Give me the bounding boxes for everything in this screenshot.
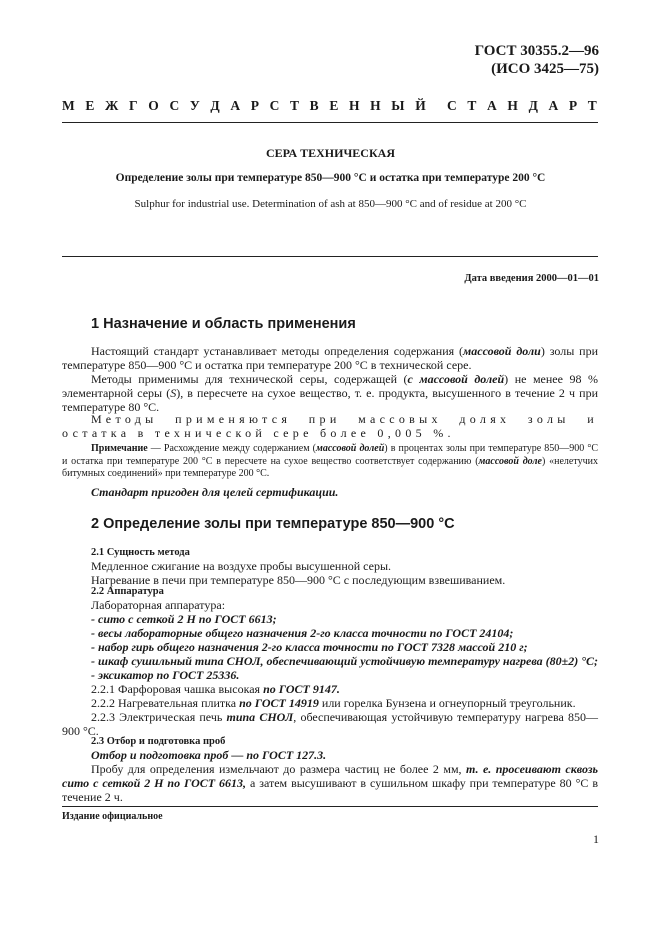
note: Примечание — Расхождение между содержанием (массовой долей) в процентах золы при температуре 850—900 °С и остатка при температуре 200 °С в пересчете на сухое вещество соответствует содержанию (массовой доле) «нелетучих битумных соединений» при температуре 200 °С. (62, 443, 598, 479)
apparatus-item: - эксикатор по ГОСТ 25336. (91, 668, 240, 682)
section-1-paragraph-1: Настоящий стандарт устанавливает методы определения содержания (массовой доли) золы при температуре 850—900 °С и остатка при температуре 200 °С в технической сере. (62, 344, 598, 372)
apparatus-item: - сито с сеткой 2 Н по ГОСТ 6613; (91, 612, 277, 626)
apparatus-item: - набор гирь общего назначения 2-го класса точности по ГОСТ 7328 массой 210 г; (91, 640, 528, 654)
section-1-heading: 1 Назначение и область применения (91, 316, 356, 332)
section-1-paragraph-2: Методы применимы для технической серы, содержащей (с массовой долей) не менее 98 % элементарной серы (S), в пересчете на сухое вещество, т. е. продукта, высушенного в течение 2 ч при температуре 80 °С. (62, 372, 598, 414)
clause-2-2-3: 2.2.3 Электрическая печь типа СНОЛ, обеспечивающая устойчивую температуру нагрева 850—900 °С. (62, 710, 599, 738)
apparatus-item: - шкаф сушильный типа СНОЛ, обеспечивающий устойчивую температуру нагрева (80±2) °С; (91, 654, 598, 668)
document-title: СЕРА ТЕХНИЧЕСКАЯ (266, 146, 395, 160)
sample-preparation-paragraph: Пробу для определения измельчают до размера частиц не более 2 мм, т. е. просеивают сквозь сито с сеткой 2 Н по ГОСТ 6613, а затем высушивают в сушильном шкафу при температуре 80 °С в течение 2 ч. (62, 762, 599, 804)
page-number: 1 (593, 832, 599, 846)
section-1-paragraph-3: Методы применяются при массовых долях золы и остатка в технической сере более 0,005 %. (62, 412, 598, 440)
footer-rule (62, 806, 598, 807)
clause-2-2-1: 2.2.1 Фарфоровая чашка высокая по ГОСТ 9147. (91, 682, 340, 696)
clause-2-2-2: 2.2.2 Нагревательная плитка по ГОСТ 14919 или горелка Бунзена и огнеупорный треугольник. (91, 696, 576, 710)
middle-rule (62, 256, 598, 257)
apparatus-intro: Лабораторная аппаратура: (91, 598, 226, 612)
official-edition-label: Издание официальное (62, 811, 163, 822)
certification-statement: Стандарт пригоден для целей сертификации. (91, 485, 339, 499)
top-rule (62, 122, 598, 123)
english-title: Sulphur for industrial use. Determination of ash at 850—900 °C and of residue at 200 °C (134, 198, 527, 210)
section-2-heading: 2 Определение золы при температуре 850—900 °С (91, 516, 455, 532)
introduction-date: Дата введения 2000—01—01 (464, 273, 599, 284)
gost-number-block (475, 42, 599, 78)
subsection-2-1-heading: 2.1 Сущность метода (91, 547, 190, 558)
note-label: Примечание (91, 443, 148, 454)
gost-number: ГОСТ 30355.2—96 (474, 43, 599, 59)
standard-type-heading: М Е Ж Г О С У Д А Р С Т В Е Н Н Ы Й С Т А Н Д А Р Т (62, 98, 597, 113)
subsection-2-1-line-1: Медленное сжигание на воздухе пробы высушенной серы. (91, 559, 392, 573)
iso-number: (ИСО 3425—75) (491, 61, 599, 77)
sampling-reference: Отбор и подготовка проб — по ГОСТ 127.3. (91, 748, 327, 762)
subsection-2-3-heading: 2.3 Отбор и подготовка проб (91, 736, 226, 747)
apparatus-item: - весы лабораторные общего назначения 2-го класса точности по ГОСТ 24104; (91, 626, 514, 640)
document-subtitle: Определение золы при температуре 850—900 °С и остатка при температуре 200 °С (115, 172, 546, 184)
subsection-2-1-line-2: Нагревание в печи при температуре 850—900 °С с последующим взвешиванием. (91, 573, 506, 587)
subsection-2-2-heading: 2.2 Аппаратура (91, 586, 164, 597)
